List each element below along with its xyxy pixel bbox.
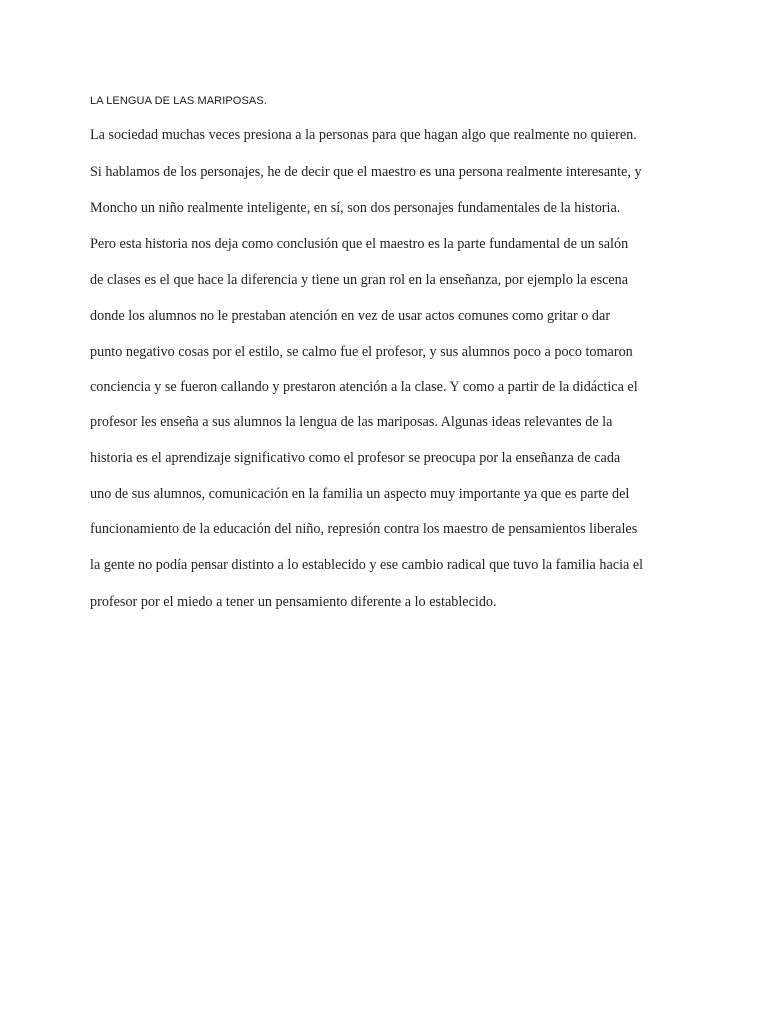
paragraph-line: profesor les enseña a sus alumnos la lengua de las mariposas. Algunas ideas relevantes de la — [90, 414, 613, 430]
paragraph-line: Pero esta historia nos deja como conclusión que el maestro es la parte fundamental de un salón — [90, 236, 629, 252]
paragraph-line: La sociedad muchas veces presiona a la personas para que hagan algo que realmente no quieren. — [90, 127, 637, 143]
paragraph-line: historia es el aprendizaje significativo como el profesor se preocupa por la enseñanza de cada — [90, 450, 621, 466]
paragraph-line: profesor por el miedo a tener un pensamiento diferente a lo establecido. — [90, 594, 497, 610]
paragraph-line: uno de sus alumnos, comunicación en la familia un aspecto muy importante ya que es parte del — [90, 486, 630, 502]
document-title: LA LENGUA DE LAS MARIPOSAS. — [90, 95, 267, 107]
paragraph-line: Si hablamos de los personajes, he de decir que el maestro es una persona realmente interesante, y — [90, 164, 642, 180]
paragraph-line: punto negativo cosas por el estilo, se calmo fue el profesor, y sus alumnos poco a poco tomaron — [90, 344, 633, 360]
paragraph-line: conciencia y se fueron callando y prestaron atención a la clase. Y como a partir de la didáctica el — [90, 379, 638, 395]
paragraph-line: de clases es el que hace la diferencia y tiene un gran rol en la enseñanza, por ejemplo la escena — [90, 272, 629, 288]
paragraph-line: funcionamiento de la educación del niño, represión contra los maestro de pensamientos liberales — [90, 521, 638, 537]
paragraph-line: la gente no podía pensar distinto a lo establecido y ese cambio radical que tuvo la familia hacia el — [90, 557, 644, 573]
paragraph-line: donde los alumnos no le prestaban atención en vez de usar actos comunes como gritar o dar — [90, 308, 611, 324]
paragraph-line: Moncho un niño realmente inteligente, en sí, son dos personajes fundamentales de la historia. — [90, 200, 621, 216]
